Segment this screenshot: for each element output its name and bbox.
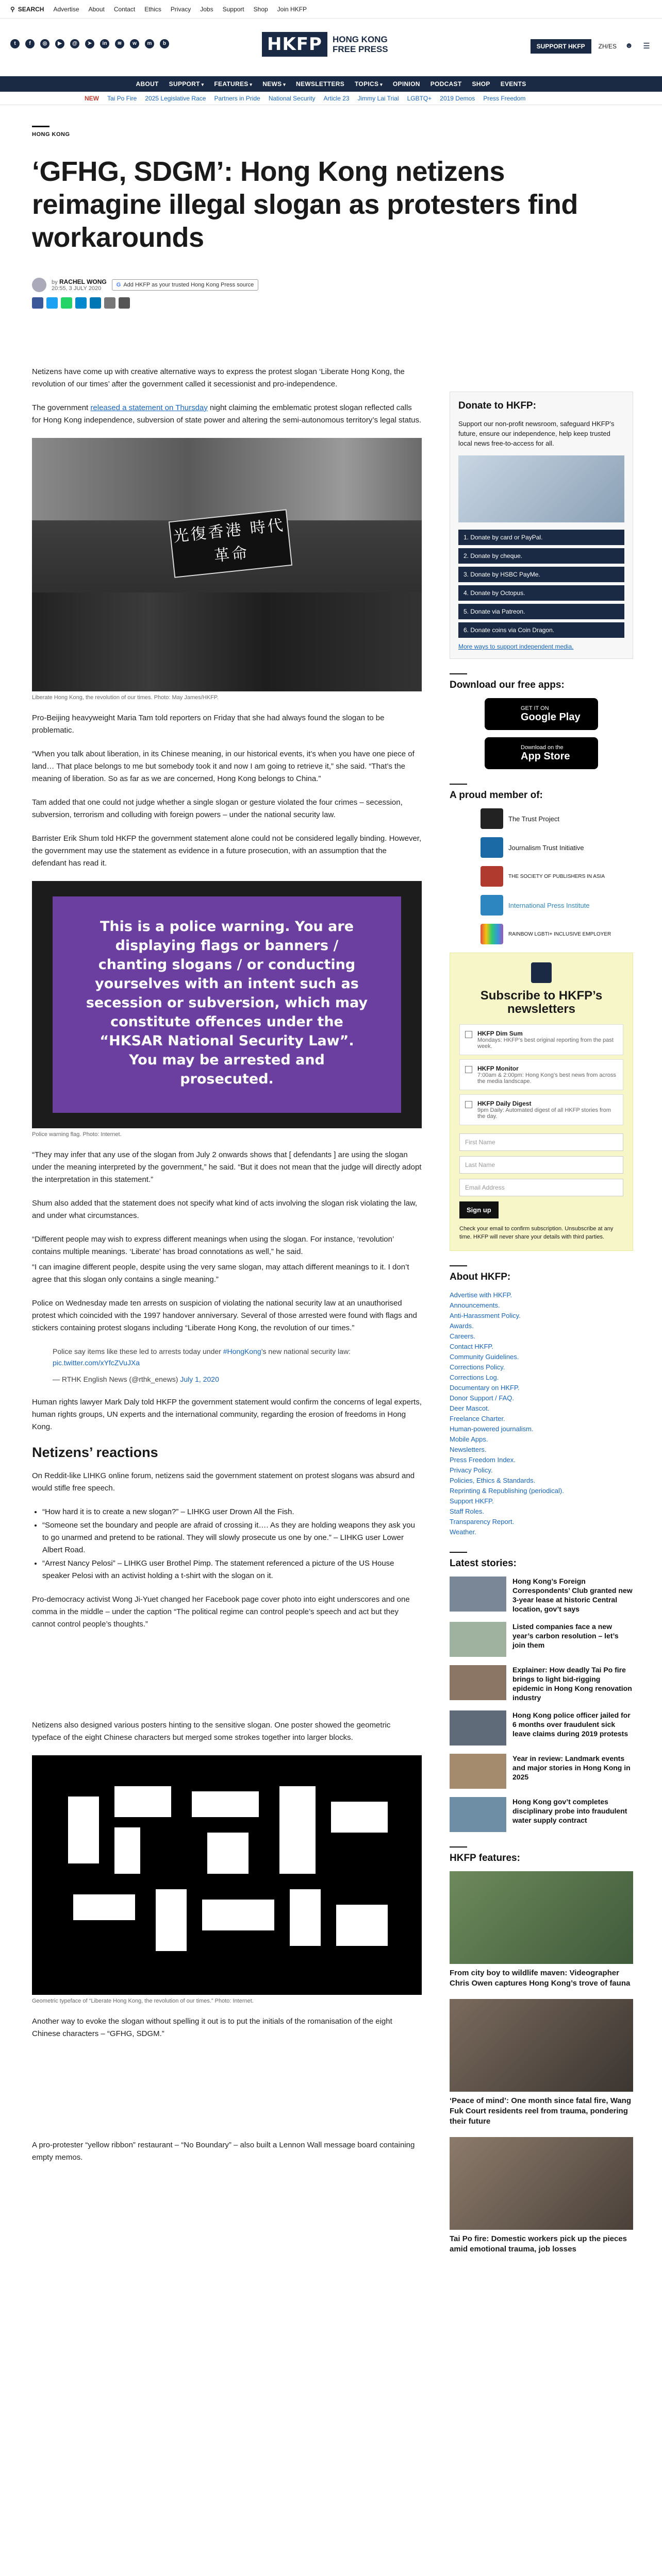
top-bar (0, 0, 662, 19)
tweet-text: ’s new national security law: (261, 1347, 351, 1355)
feature-title[interactable]: ‘Peace of mind’: One month since fatal fire, Wang Fuk Court residents reel from trauma, pondering their future (450, 2096, 632, 2126)
topic-link[interactable]: LGBTQ+ (407, 94, 432, 102)
story-thumbnail (450, 1710, 506, 1745)
paragraph: Netizens have come up with creative alternative ways to express the protest slogan ‘Liberate Hong Kong, the revolution of our times’ after the government called it secessionist and pro-independence. (32, 367, 405, 388)
member-name: The Trust Project (508, 815, 559, 823)
about-link[interactable]: Corrections Policy. (450, 1363, 505, 1371)
member-title: A proud member of: (450, 790, 543, 801)
donate-option[interactable]: 3. Donate by HSBC PayMe. (458, 567, 624, 582)
member-name: THE SOCIETY OF PUBLISHERS IN ASIA (508, 873, 605, 879)
poster-glyph-6 (279, 1786, 316, 1874)
topic-link[interactable]: 2019 Demos (440, 94, 475, 102)
rss-icon[interactable]: ≋ (115, 39, 124, 48)
poster-glyph-12 (336, 1905, 388, 1946)
topbar-link[interactable]: Shop (253, 5, 268, 13)
topbar-link[interactable]: About (88, 5, 105, 13)
nav-item[interactable]: SUPPORT ▾ (169, 80, 204, 88)
topic-link[interactable]: 2025 Legislative Race (145, 94, 206, 102)
about-link[interactable]: Support HKFP. (450, 1497, 494, 1505)
topbar-link[interactable]: Jobs (200, 5, 213, 13)
paragraph: “When you talk about liberation, in its Chinese meaning, in our historical events, it’s when you have one piece of land… That place belongs to me but somebody took it and now I am going to retrieve it,” she said. “That’s the meaning of liberation. So as far as we are concerned, Hong Kong belongs to China.” (32, 750, 415, 783)
topbar-link[interactable]: Privacy (170, 5, 191, 13)
share-bar (32, 297, 630, 309)
about-link[interactable]: Deer Mascot. (450, 1404, 490, 1412)
latest-story[interactable] (450, 1665, 633, 1702)
sopa-icon (481, 866, 503, 887)
donate-more-link[interactable]: More ways to support independent media. (458, 643, 574, 650)
paragraph: “They may infer that any use of the slogan from July 2 onwards shows that [ defendants ] are using the slogan under the meaning interpreted by the government,” he said. “But it does not mean that the judge will directly adopt the interpretation in this statement.” (32, 1150, 422, 1184)
protest-banner: 光復香港 時代革命 (169, 509, 292, 578)
instagram-icon[interactable]: ◎ (40, 39, 49, 48)
email-share-icon[interactable] (104, 297, 115, 309)
donate-option[interactable]: 2. Donate by cheque. (458, 548, 624, 564)
language-switch[interactable]: ZH/ES (598, 43, 617, 50)
story-title[interactable]: Hong Kong police officer jailed for 6 months over fraudulent sick leave claims during 2019 protests (512, 1711, 631, 1738)
story-title[interactable]: Hong Kong gov’t completes disciplinary probe into fraudulent water supply contract (512, 1798, 627, 1824)
newsletter-title: Subscribe to HKFP’s newsletters (480, 989, 603, 1016)
feature-title[interactable]: Tai Po fire: Domestic workers pick up the pieces amid emotional trauma, job losses (450, 2234, 627, 2253)
latest-title: Latest stories: (450, 1558, 517, 1569)
about-link[interactable]: Community Guidelines. (450, 1353, 519, 1361)
about-link[interactable]: Careers. (450, 1332, 475, 1340)
gplay-small: GET IT ON (521, 705, 549, 711)
paragraph-text: The government (32, 403, 91, 412)
quote-list (42, 1506, 422, 1582)
section-rule (32, 126, 49, 127)
avatar (32, 278, 46, 292)
hero-photo (32, 438, 422, 691)
photo-crowd (32, 592, 422, 691)
story-thumbnail (450, 1577, 506, 1612)
tweet-media-link[interactable]: pic.twitter.com/xYfcZVuJXa (53, 1359, 140, 1367)
photo-building (32, 438, 422, 520)
ipi-icon (481, 895, 503, 916)
divider (450, 1265, 467, 1266)
tweet-date-link[interactable]: July 1, 2020 (180, 1375, 219, 1383)
topic-bar (0, 92, 662, 105)
about-link[interactable]: Anti-Harassment Policy. (450, 1312, 521, 1319)
latest-story[interactable] (450, 1577, 633, 1614)
nav-item[interactable]: NEWS ▾ (262, 80, 286, 88)
paragraph: “Different people may wish to express different meanings when using the slogan. For instance, ‘revolution’ contains multiple meanings. ‘Liberate’ has broad connotations as well,” he said. (32, 1235, 394, 1256)
logo-line-1: HONG KONG (332, 35, 388, 44)
checkbox[interactable] (465, 1031, 472, 1038)
paragraph: A pro-protester “yellow ribbon” restaurant – “No Boundary” – also built a Lennon Wall message board containing empty memos. (32, 2141, 415, 2162)
newsletter-desc: 9pm Daily: Automated digest of all HKFP stories from the day. (477, 1107, 611, 1120)
story-title[interactable]: Hong Kong’s Foreign Correspondents’ Club granted new 3-year lease at historic Central location, gov’t says (512, 1577, 633, 1613)
site-logo[interactable] (262, 32, 388, 57)
by-label: by (52, 279, 58, 285)
nav-item[interactable]: TOPICS ▾ (355, 80, 383, 88)
list-item: • “How hard it is to create a new slogan?” – LIHKG user Drown All the Fish. (42, 1506, 422, 1518)
donate-option[interactable]: 6. Donate coins via Coin Dragon. (458, 622, 624, 638)
whatsapp-share-icon[interactable] (61, 297, 72, 309)
about-link[interactable]: Awards. (450, 1322, 474, 1330)
article-body (32, 366, 422, 2175)
email-field[interactable]: Email Address (459, 1179, 623, 1196)
nav-item[interactable]: ABOUT (136, 80, 159, 88)
about-link[interactable]: Announcements. (450, 1301, 500, 1309)
latest-story[interactable] (450, 1622, 633, 1657)
article-header (0, 105, 662, 309)
divider (450, 1552, 467, 1553)
appstore-big: App Store (521, 750, 570, 762)
photo-caption: Police warning flag. Photo: Internet. (32, 1131, 122, 1138)
menu-icon[interactable]: ☰ (643, 42, 650, 50)
paragraph: Pro-democracy activist Wong Ji-Yuet changed her Facebook page cover photo into eight underscores and one comma in the middle – under the caption “The political regime can control people’s speech and act but they cannot control people’s thoughts.” (32, 1595, 410, 1629)
logo-line-2: FREE PRESS (332, 44, 388, 54)
feature-image (450, 2137, 633, 2230)
last-name-field[interactable]: Last Name (459, 1156, 623, 1174)
paragraph: Netizens also designed various posters hinting to the sensitive slogan. One poster showed the geometric typeface of the eight Chinese characters but merged some strokes together into larger blocks. (32, 1721, 391, 1742)
byline (32, 278, 630, 292)
feature-title[interactable]: From city boy to wildlife maven: Videographer Chris Owen captures Hong Kong’s trove of fauna (450, 1969, 631, 1988)
mastodon-icon[interactable]: m (145, 39, 154, 48)
linkedin-share-icon[interactable] (90, 297, 101, 309)
signup-button[interactable]: Sign up (459, 1201, 499, 1218)
list-item: • “Arrest Nancy Pelosi” – LIHKG user Brothel Pimp. The statement referenced a picture of the US House speaker Pelosi with an activist holding a t-shirt with the slogan on it. (42, 1557, 422, 1582)
story-title[interactable]: Listed companies face a new year’s carbon resolution – let’s join them (512, 1622, 619, 1649)
about-link[interactable]: Documentary on HKFP. (450, 1384, 520, 1392)
checkbox[interactable] (465, 1101, 472, 1108)
about-links (450, 1290, 633, 1537)
apps-title: Download our free apps: (450, 680, 565, 690)
masthead-actions (531, 39, 652, 54)
newsletter-name: HKFP Dim Sum (477, 1030, 523, 1037)
member-logo[interactable] (450, 866, 633, 887)
app-store-button[interactable] (485, 737, 598, 769)
nav-item[interactable]: EVENTS (500, 80, 526, 88)
google-news-button[interactable] (112, 279, 259, 291)
photo-caption: Liberate Hong Kong, the revolution of our times. Photo: May James/HKFP. (32, 694, 219, 701)
paragraph: Another way to evoke the slogan without spelling it out is to put the initials of the romanisation of the eight Chinese characters – “GFHG, SDGM.” (32, 2017, 392, 2038)
social-links (10, 39, 169, 48)
poster-glyph-9 (156, 1889, 187, 1951)
about-link[interactable]: Policies, Ethics & Standards. (450, 1477, 536, 1484)
embedded-tweet (53, 1346, 422, 1385)
support-button[interactable]: SUPPORT HKFP (531, 39, 591, 54)
poster-glyph-4 (192, 1791, 259, 1817)
member-name: International Press Institute (508, 901, 590, 909)
geometric-poster (32, 1755, 422, 1995)
donate-option[interactable]: 4. Donate by Octopus. (458, 585, 624, 601)
feature-image (450, 1871, 633, 1964)
twitter-share-icon[interactable] (46, 297, 58, 309)
story-thumbnail (450, 1797, 506, 1832)
newsletter-option[interactable] (459, 1024, 623, 1055)
telegram-icon[interactable]: ➤ (85, 39, 94, 48)
tweet-source: — RTHK English News (@rthk_enews) (53, 1375, 180, 1383)
member-logo[interactable] (450, 837, 633, 858)
story-thumbnail (450, 1622, 506, 1657)
about-link[interactable]: Human-powered journalism. (450, 1425, 534, 1433)
poster-glyph-1 (68, 1797, 99, 1863)
telegram-share-icon[interactable] (75, 297, 87, 309)
feature-story[interactable] (450, 1871, 633, 1989)
topic-link[interactable]: Partners in Pride (214, 94, 260, 102)
about-link[interactable]: Press Freedom Index. (450, 1456, 516, 1464)
nav-item[interactable]: PODCAST (430, 80, 462, 88)
member-logo[interactable] (450, 924, 633, 944)
poster-glyph-10 (202, 1900, 274, 1930)
topic-link[interactable]: Article 23 (323, 94, 350, 102)
logo-mark: HKFP (262, 32, 327, 57)
photo-caption: Geometric typeface of “Liberate Hong Kong, the revolution of our times.” Photo: Internet. (32, 1998, 254, 2004)
divider (450, 784, 467, 785)
donate-option[interactable]: 1. Donate by card or PayPal. (458, 530, 624, 545)
police-flag: This is a police warning. You are displaying flags or banners / chanting slogans / or conducting yourselves with an intent such as secession or subversion, which may constitute offences under the “HKSAR National Security Law”. You may be arrested and prosecuted. (53, 896, 401, 1113)
member-logo[interactable] (450, 808, 633, 829)
rainbow-icon (481, 924, 503, 944)
embed-spacer (32, 2052, 422, 2139)
feature-story[interactable] (450, 1999, 633, 2127)
about-link[interactable]: Weather. (450, 1528, 476, 1536)
poster-glyph-2 (114, 1786, 171, 1817)
divider (450, 1846, 467, 1848)
topbar-link[interactable]: Advertise (53, 5, 79, 13)
topic-link[interactable]: National Security (268, 94, 316, 102)
threads-icon[interactable]: @ (70, 39, 79, 48)
jti-icon (481, 837, 503, 858)
newsletter-option[interactable] (459, 1059, 623, 1090)
topic-link[interactable]: Tai Po Fire (107, 94, 137, 102)
checkbox[interactable] (465, 1066, 472, 1073)
about-link[interactable]: Newsletters. (450, 1446, 487, 1453)
page-title: ‘GFHG, SDGM’: Hong Kong netizens reimagine illegal slogan as protesters find workarounds (32, 156, 578, 253)
donate-text: Support our non-profit newsroom, safeguard HKFP’s future, ensure our independence, help keep trusted local news free-to-access for all. (458, 420, 615, 447)
gplay-big: Google Play (521, 711, 581, 723)
statement-link[interactable]: released a statement on Thursday (90, 403, 208, 412)
paragraph: On Reddit-like LIHKG online forum, netizens said the government statement on protest slogans was absurd and would stifle free speech. (32, 1471, 415, 1493)
poster-glyph-11 (290, 1889, 321, 1946)
poster-glyph-3 (114, 1827, 140, 1874)
facebook-share-icon[interactable] (32, 297, 43, 309)
nav-item[interactable]: FEATURES ▾ (214, 80, 252, 88)
google-news-icon: G (116, 282, 121, 288)
list-item: • “Someone set the boundary and people are afraid of crossing it…. As they are holding weapons they ask you to go unarmed and pretend to be rational. They will slowly prosecute us one by one.” – LIHKG user Lower Albert Road. (42, 1519, 422, 1556)
search-icon: ⚲ (10, 5, 15, 13)
facebook-icon[interactable]: f (25, 39, 35, 48)
paragraph: Human rights lawyer Mark Daly told HKFP the government statement would confirm the concerns of legal experts, human rights groups, UN experts and the international community, regarding the erosion of freedoms in Hong Kong. (32, 1398, 422, 1431)
embed-spacer (32, 1642, 422, 1719)
paragraph: Shum also added that the statement does not specify what kind of acts involving the slogan risk violating the law, and under what circumstances. (32, 1199, 418, 1220)
member-name: RAINBOW LGBTI+ INCLUSIVE EMPLOYER (508, 931, 611, 937)
about-link[interactable]: Donor Support / FAQ. (450, 1394, 515, 1402)
youtube-icon[interactable]: ▶ (55, 39, 64, 48)
topbar-link[interactable]: Ethics (144, 5, 161, 13)
tweet-text: Police say items like these led to arrests today under (53, 1347, 223, 1355)
story-title[interactable]: Year in review: Landmark events and major stories in Hong Kong in 2025 (512, 1754, 631, 1781)
poster-glyph-8 (73, 1894, 135, 1920)
member-logo[interactable] (450, 895, 633, 916)
nav-item[interactable]: NEWSLETTERS (296, 80, 345, 88)
poster-glyph-5 (207, 1833, 249, 1874)
donate-option[interactable]: 5. Donate via Patreon. (458, 604, 624, 619)
newsletter-icon (531, 962, 552, 983)
google-news-label: Add HKFP as your trusted Hong Kong Press source (123, 282, 254, 288)
about-link[interactable]: Corrections Log. (450, 1374, 499, 1381)
twitter-icon[interactable]: t (10, 39, 20, 48)
author-link[interactable]: RACHEL WONG (59, 278, 107, 285)
about-link[interactable]: Transparency Report. (450, 1518, 515, 1526)
masthead (0, 19, 662, 76)
features-title: HKFP features: (450, 1853, 520, 1863)
paragraph: Pro-Beijing heavyweight Maria Tam told reporters on Friday that she had always found the slogan to be problematic. (32, 714, 385, 735)
newsletter-desc: Mondays: HKFP’s best original reporting from the past week. (477, 1037, 614, 1049)
paragraph (32, 402, 422, 427)
donate-box (450, 392, 633, 659)
about-link[interactable]: Advertise with HKFP. (450, 1291, 512, 1299)
paragraph: “I can imagine different people, despite using the very same slogan, may attach different meanings to it. I don’t agree that this slogan only contains a single meaning.” (32, 1263, 409, 1284)
divider (450, 673, 467, 674)
bluesky-icon[interactable]: b (160, 39, 169, 48)
appstore-small: Download on the (521, 744, 564, 751)
topic-link[interactable]: Jimmy Lai Trial (357, 94, 399, 102)
latest-story[interactable] (450, 1754, 633, 1789)
feature-image (450, 1999, 633, 2092)
member-name: Journalism Trust Initiative (508, 843, 584, 852)
feature-story[interactable] (450, 2137, 633, 2255)
whatsapp-icon[interactable]: w (130, 39, 139, 48)
newsletter-desc: 7:00am & 2:00pm: Hong Kong’s best news from across the media landscape. (477, 1072, 616, 1084)
latest-story[interactable] (450, 1710, 633, 1745)
about-link[interactable]: Mobile Apps. (450, 1435, 488, 1443)
newsletter-box (450, 953, 633, 1251)
main-nav (0, 76, 662, 92)
nav-item[interactable]: SHOP (472, 80, 490, 88)
about-link[interactable]: Freelance Charter. (450, 1415, 505, 1422)
linkedin-icon[interactable]: in (100, 39, 109, 48)
topbar-link[interactable]: Join HKFP (277, 5, 307, 13)
trust-project-icon (481, 808, 503, 829)
donate-title: Donate to HKFP: (458, 400, 536, 411)
about-link[interactable]: Staff Roles. (450, 1507, 484, 1515)
about-link[interactable]: Privacy Policy. (450, 1466, 493, 1474)
paragraph: Barrister Erik Shum told HKFP the government statement alone could not be considered legally binding. However, the government may use the statement as evidence in a future prosecution, with an assumption that the defendant has read it. (32, 834, 422, 868)
sidebar (450, 392, 633, 2265)
first-name-field[interactable]: First Name (459, 1133, 623, 1151)
poster-glyph-7 (331, 1802, 388, 1833)
police-flag-photo (32, 881, 422, 1128)
publish-date: 20:55, 3 JULY 2020 (52, 285, 102, 292)
topbar-link[interactable]: Support (222, 5, 244, 13)
search-label: SEARCH (18, 5, 44, 13)
about-link[interactable]: Contact HKFP. (450, 1343, 494, 1350)
newsletter-name: HKFP Daily Digest (477, 1100, 532, 1107)
donate-image (458, 455, 624, 522)
story-thumbnail (450, 1665, 506, 1700)
about-link[interactable]: Reprinting & Republishing (periodical). (450, 1487, 564, 1495)
section-label[interactable]: HONG KONG (32, 131, 70, 138)
topbar-link[interactable]: Contact (113, 5, 136, 13)
newsletter-note: Check your email to confirm subscription. Unsubscribe at any time. HKFP will never share your details with third parties. (459, 1226, 614, 1240)
paragraph: Police on Wednesday made ten arrests on suspicion of violating the national security law at an unauthorised protest which coincided with the 1997 handover anniversary. Several of those arrested were found with flags and stickers containing protest slogans including “Liberate Hong Kong, the revolution of our times.” (32, 1299, 417, 1332)
paragraph: Tam added that one could not judge whether a single slogan or gesture violated the four crimes – secession, subversion, terrorism and colluding with foreign powers – under the national security law. (32, 798, 403, 819)
story-thumbnail (450, 1754, 506, 1789)
topic-link[interactable]: Press Freedom (483, 94, 526, 102)
story-title[interactable]: Explainer: How deadly Tai Po fire brings to light bid-rigging epidemic in Hong Kong renovation industry (512, 1666, 632, 1702)
about-title: About HKFP: (450, 1272, 511, 1282)
account-icon[interactable]: ☻ (625, 41, 633, 50)
newsletter-name: HKFP Monitor (477, 1065, 519, 1072)
new-badge: NEW (85, 94, 99, 102)
google-play-button[interactable] (485, 698, 598, 730)
latest-story[interactable] (450, 1797, 633, 1832)
print-share-icon[interactable] (119, 297, 130, 309)
section-heading: Netizens’ reactions (32, 1445, 158, 1460)
search-toggle[interactable] (10, 6, 44, 13)
paragraph-text: night claiming the emblematic protest slogan reflected calls for Hong Kong independence, subversion of state power and altering the semi-autonomous territory’s legal status. (32, 403, 422, 425)
hashtag-link[interactable]: #HongKong (223, 1347, 261, 1355)
newsletter-option[interactable] (459, 1094, 623, 1125)
nav-item[interactable]: OPINION (392, 80, 420, 88)
